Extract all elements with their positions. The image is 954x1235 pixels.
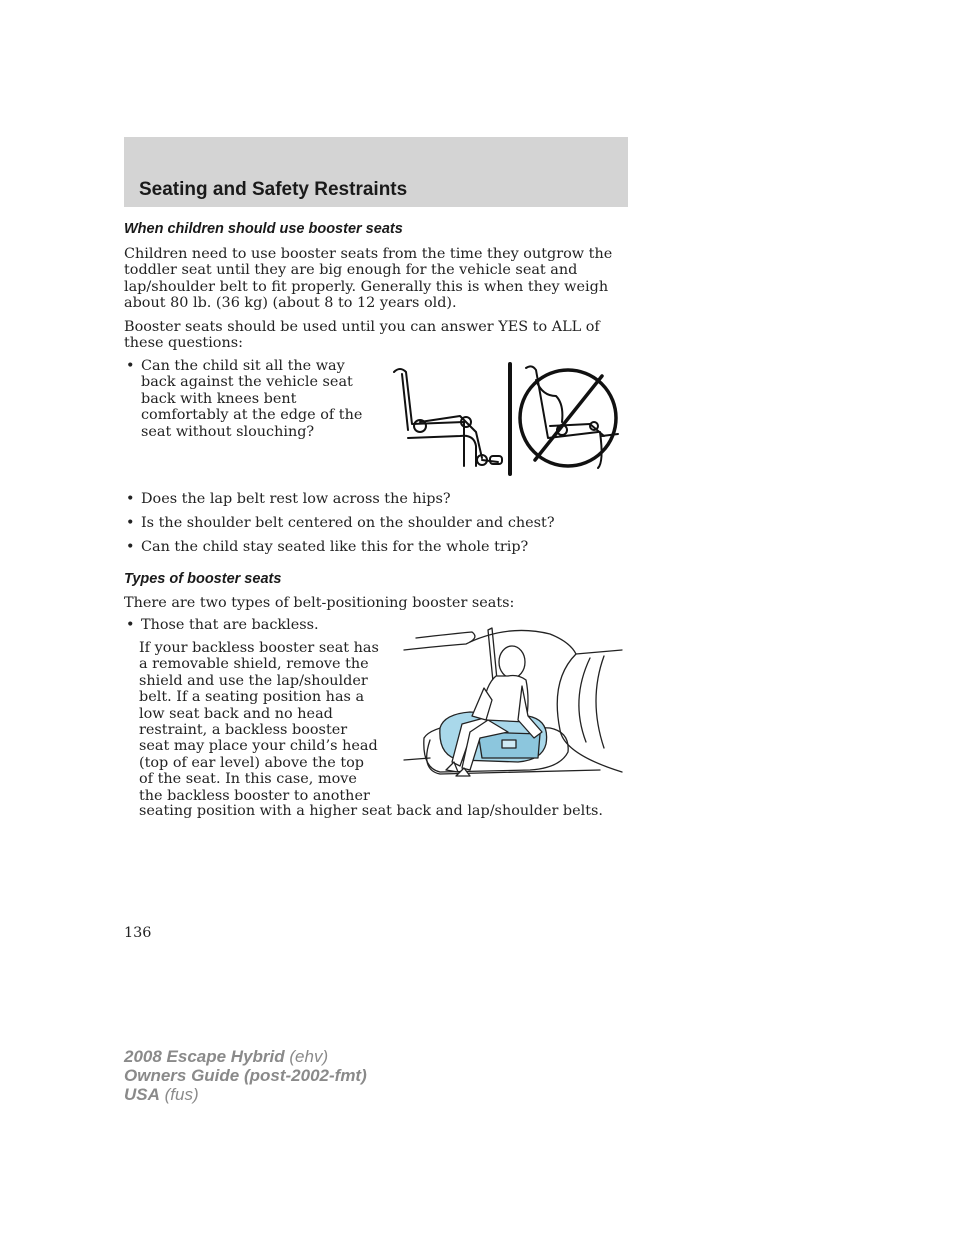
backless-booster-illustration <box>400 620 624 780</box>
bullet-lap-belt: Does the lap belt rest low across the hips? <box>141 491 451 507</box>
page-title: Seating and Safety Restraints <box>139 179 408 200</box>
section-heading-booster-use: When children should use booster seats <box>124 221 403 237</box>
paragraph-booster-intro: Children need to use booster seats from the time they outgrow the toddler seat until they are big enough for the vehicle seat and lap/shoulder belt to fit properly. Generally this is when they weigh about 80 lb. (36 kg) (about 8 to 12 years old). <box>124 246 613 312</box>
footer-guide: Owners Guide (post-2002-fmt) <box>124 1066 367 1085</box>
bullet-dot: • <box>126 491 135 507</box>
bullet-dot: • <box>126 617 135 633</box>
paragraph-yes-to-all: Booster seats should be used until you can answer YES to ALL of these questions: <box>124 319 600 352</box>
bullet-sit-back: Can the child sit all the way back against the vehicle seat back with knees bent comfortably at the edge of the seat without slouching? <box>141 358 363 440</box>
bullet-dot: • <box>126 358 135 374</box>
document-footer <box>124 1047 367 1104</box>
bullet-dot: • <box>126 539 135 555</box>
bullet-whole-trip: Can the child stay seated like this for the whole trip? <box>141 539 529 555</box>
page-number: 136 <box>124 925 152 941</box>
bullet-backless: Those that are backless. <box>141 617 319 633</box>
seat-posture-illustration <box>390 360 625 478</box>
header-band <box>124 137 628 207</box>
footer-market-code: (fus) <box>159 1085 199 1104</box>
footer-market: USA <box>124 1085 160 1104</box>
section-heading-booster-types: Types of booster seats <box>124 571 282 587</box>
paragraph-backless-shield: If your backless booster seat has a removable shield, remove the shield and use the lap/shoulder belt. If a seating position has a low seat back and no head restraint, a backless booster seat may place your child’s head (top of ear level) above the top of the seat. In this case, move the backless booster to another <box>139 640 379 804</box>
paragraph-two-types: There are two types of belt-positioning booster seats: <box>124 595 515 611</box>
footer-model: 2008 Escape Hybrid <box>124 1047 285 1066</box>
footer-model-code: (ehv) <box>284 1047 329 1066</box>
bullet-dot: • <box>126 515 135 531</box>
paragraph-higher-seat: seating position with a higher seat back and lap/shoulder belts. <box>139 803 603 819</box>
bullet-shoulder-belt: Is the shoulder belt centered on the shoulder and chest? <box>141 515 555 531</box>
